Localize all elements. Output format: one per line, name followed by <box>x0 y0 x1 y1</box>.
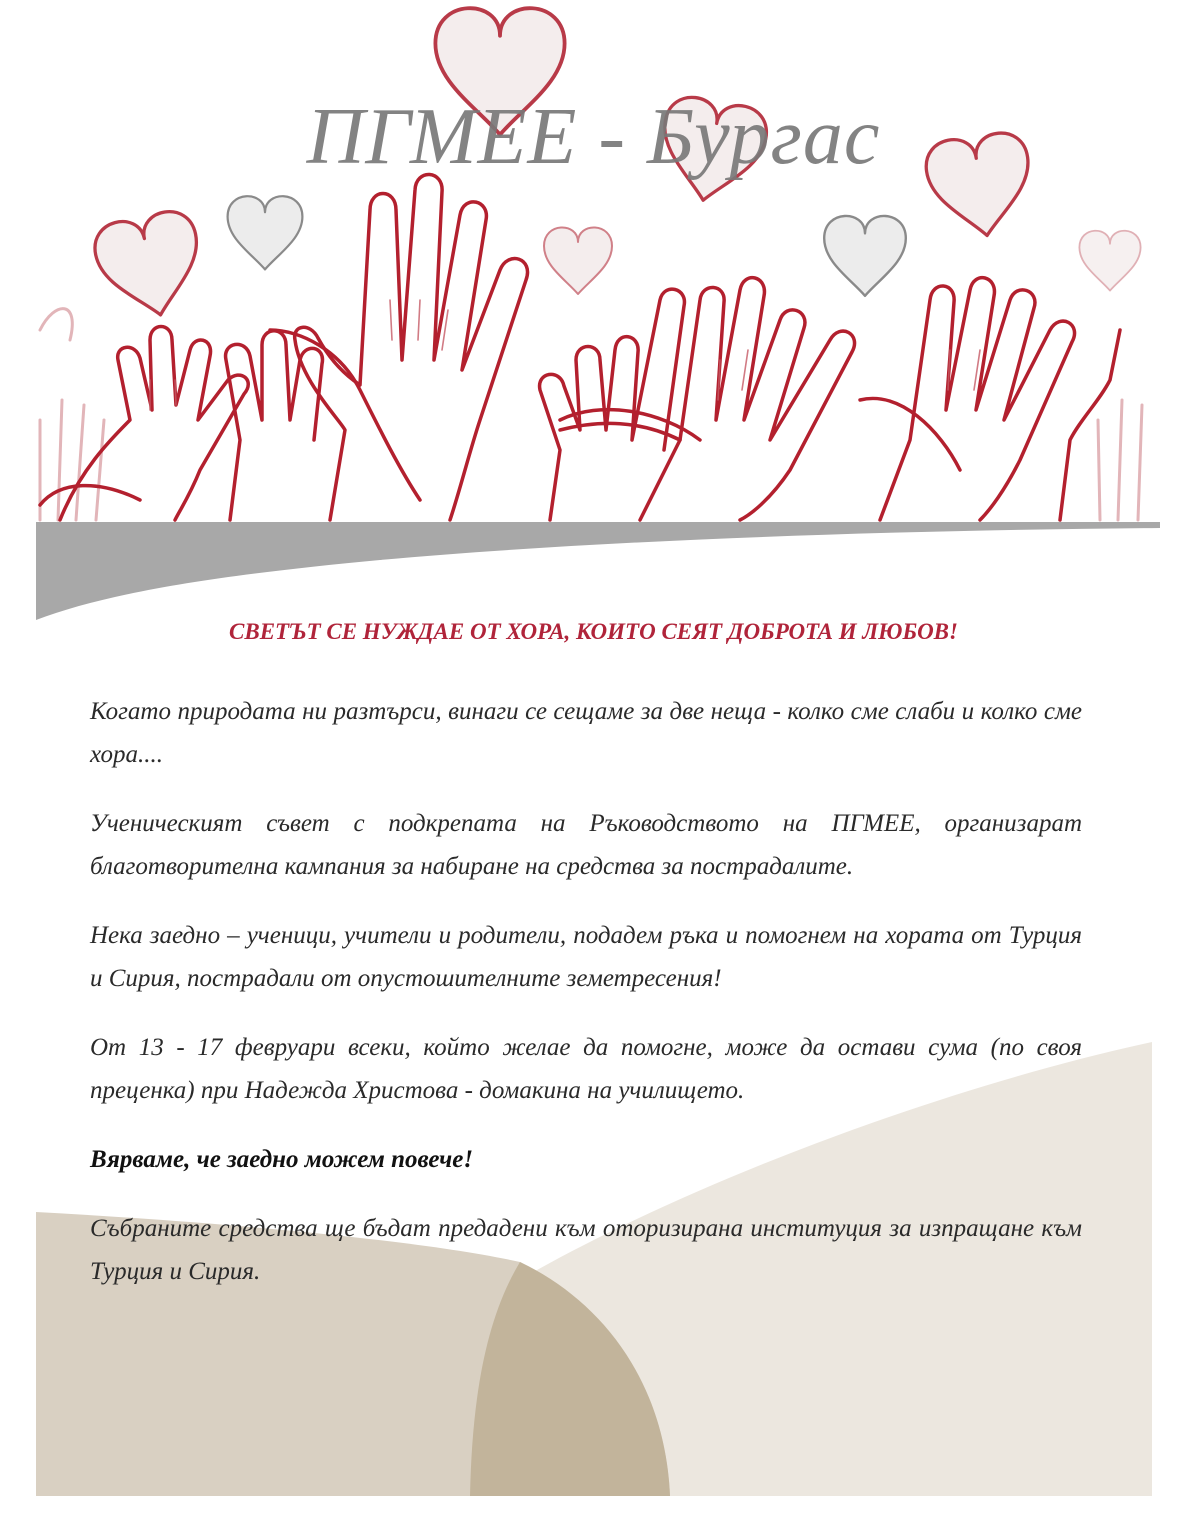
paragraph-intro: Когато природата ни разтърси, винаги се сещаме за две неща - колко сме слаби и колко сме хора.... <box>90 698 1082 768</box>
slogan-heading: СВЕТЪТ СЕ НУЖДАЕ ОТ ХОРА, КОИТО СЕЯТ ДОБРОТА И ЛЮБОВ! <box>229 619 958 644</box>
paragraph-motto: Вярваме, че заедно можем повече! <box>90 1146 474 1173</box>
paragraph-campaign: Ученическият съвет с подкрепата на Ръководството на ПГМЕЕ, организарат благотворителна кампания за набиране на средства за пострадалите. <box>90 810 1082 880</box>
hands-and-hearts-icon <box>0 0 1187 525</box>
paragraph-closing: Събраните средства ще бъдат предадени към оторизирана институция за изпращане към Турция и Сирия. <box>90 1215 1082 1285</box>
paragraph-appeal: Нека заедно – ученици, учители и родители, подадем ръка и помогнем на хората от Турция и Сирия, пострадали от опустошителните земетресения! <box>90 922 1082 992</box>
body-text <box>90 690 1082 1319</box>
paragraph-dates: От 13 - 17 февруари всеки, който желае да помогне, може да остави сума (по своя преценка) при Надежда Христова - домакина на училището. <box>90 1034 1082 1104</box>
page-title: ПГМЕЕ - Бургас <box>306 93 881 181</box>
